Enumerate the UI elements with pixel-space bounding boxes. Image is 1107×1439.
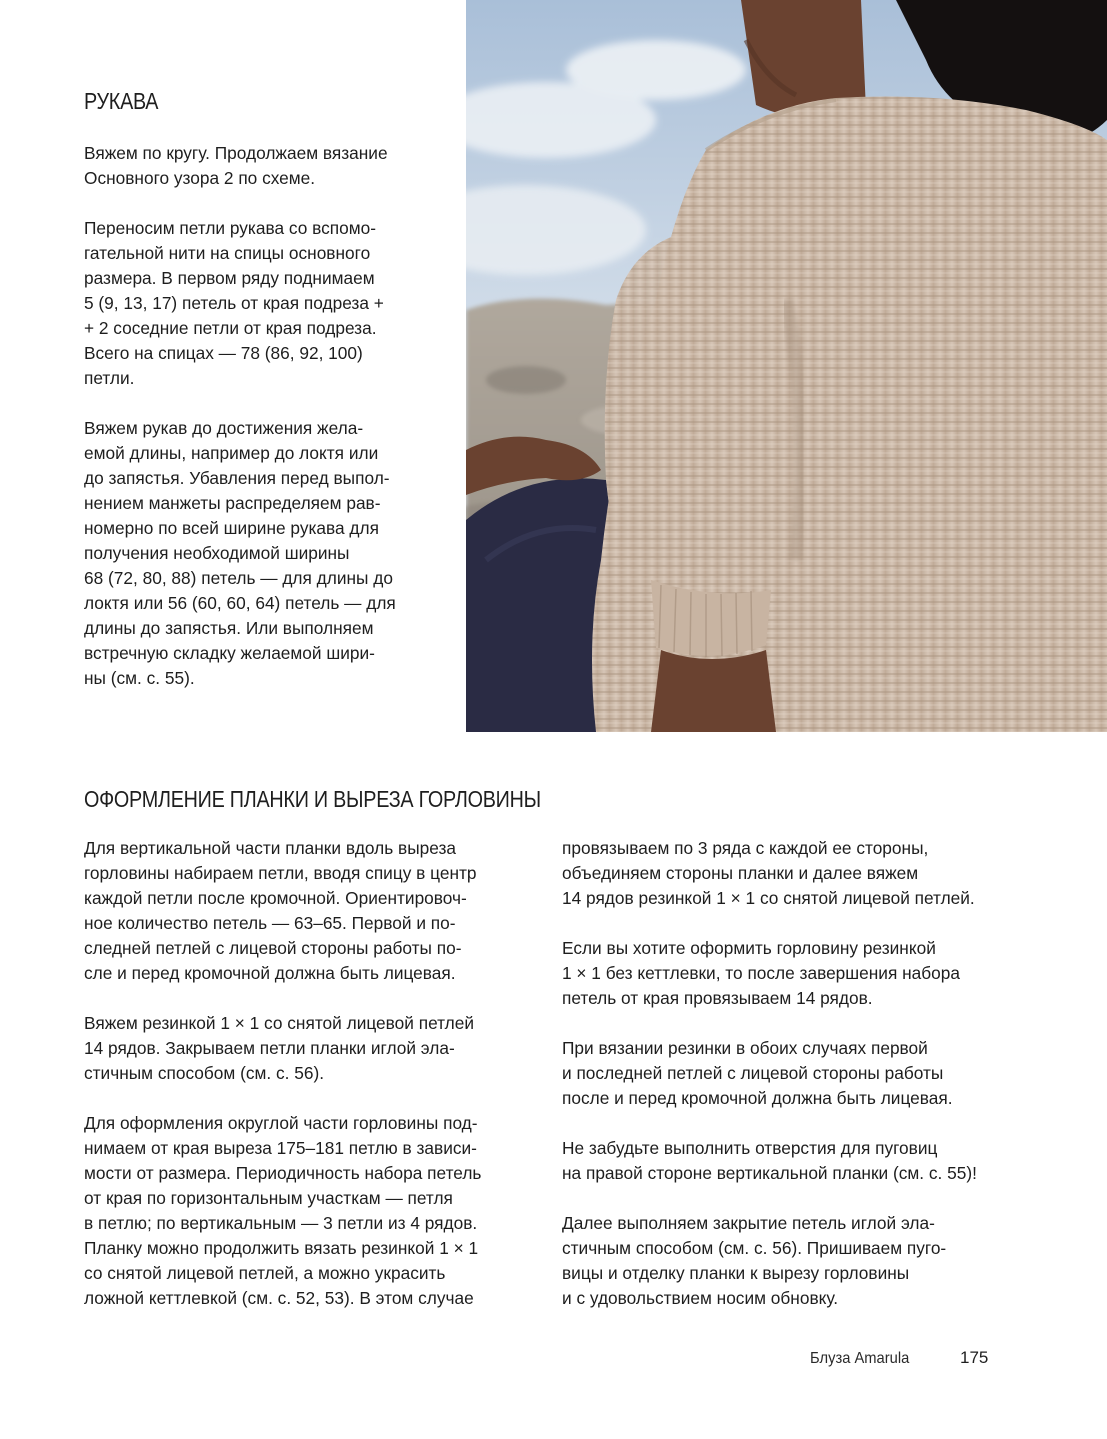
text-line: от края по горизонтальным участкам — петля [84, 1188, 453, 1208]
text-line: ное количество петель — 63–65. Первой и по- [84, 913, 456, 933]
paragraph [562, 1036, 1032, 1111]
text-line: Для оформления округлой части горловины под- [84, 1113, 478, 1133]
neckline-text-right-column [562, 836, 1032, 1311]
text-line: петли. [84, 368, 135, 388]
text-line: сле и перед кромочной должна быть лицевая. [84, 963, 456, 983]
text-line: 68 (72, 80, 88) петель — для длины до [84, 568, 393, 588]
text-line: Не забудьте выполнить отверстия для пуговиц [562, 1138, 938, 1158]
text-line: локтя или 56 (60, 60, 64) петель — для [84, 593, 396, 613]
page-number: 175 [960, 1348, 989, 1367]
text-line: 1 × 1 без кеттлевки, то после завершения набора [562, 963, 961, 983]
text-line: номерно по всей ширине рукава для [84, 518, 379, 538]
text-line: каждой петли после кромочной. Ориентировоч- [84, 888, 467, 908]
text-line: стичным способом (см. с. 56). [84, 1063, 325, 1083]
text-line: Если вы хотите оформить горловину резинкой [562, 938, 936, 958]
text-line: нением манжеты распределяем рав- [84, 493, 381, 513]
paragraph [84, 141, 456, 191]
paragraph [562, 836, 1032, 911]
text-line: петель от края провязываем 14 рядов. [562, 988, 873, 1008]
text-line: получения необходимой ширины [84, 543, 350, 563]
text-line: Всего на спицах — 78 (86, 92, 100) [84, 343, 363, 363]
text-line: и с удовольствием носим обновку. [562, 1288, 839, 1308]
text-line: ложной кеттлевкой (см. с. 52, 53). В этом случае [84, 1288, 474, 1308]
text-line: и последней петлей с лицевой стороны работы [562, 1063, 944, 1083]
text-line: стичным способом (см. с. 56). Пришиваем пуго- [562, 1238, 947, 1258]
text-line: Вяжем рукав до достижения жела- [84, 418, 364, 438]
text-line: 14 рядов. Закрываем петли планки иглой эла- [84, 1038, 455, 1058]
section-title-neckline: ОФОРМЛЕНИЕ ПЛАНКИ И ВЫРЕЗА ГОРЛОВИНЫ [84, 786, 541, 812]
text-line: в петлю; по вертикальным — 3 петли из 4 рядов. [84, 1213, 478, 1233]
text-line: нимаем от края выреза 175–181 петлю в зависи- [84, 1138, 477, 1158]
paragraph [562, 1136, 1032, 1186]
paragraph [84, 1011, 544, 1086]
paragraph [84, 216, 456, 391]
text-line: Основного узора 2 по схеме. [84, 168, 316, 188]
text-line: провязываем по 3 ряда с каждой ее стороны, [562, 838, 929, 858]
paragraph [562, 936, 1032, 1011]
text-line: Вяжем по кругу. Продолжаем вязание [84, 143, 388, 163]
text-line: размера. В первом ряду поднимаем [84, 268, 375, 288]
text-line: мости от размера. Периодичность набора петель [84, 1163, 482, 1183]
text-line: Вяжем резинкой 1 × 1 со снятой лицевой петлей [84, 1013, 475, 1033]
text-line: 5 (9, 13, 17) петель от края подреза + [84, 293, 384, 313]
neckline-text-left-column [84, 836, 544, 1311]
paragraph [84, 836, 544, 986]
text-line: ны (см. с. 55). [84, 668, 195, 688]
text-line: Переносим петли рукава со вспомо- [84, 218, 376, 238]
text-line: вицы и отделку планки к вырезу горловины [562, 1263, 910, 1283]
text-line: следней петлей с лицевой стороны работы по- [84, 938, 462, 958]
section-title-sleeves: РУКАВА [84, 88, 159, 114]
text-line: после и перед кромочной должна быть лицевая. [562, 1088, 953, 1108]
sleeves-text [84, 141, 456, 691]
text-line: горловины набираем петли, вводя спицу в центр [84, 863, 477, 883]
sweater-photo [466, 0, 1107, 732]
text-line: емой длины, например до локтя или [84, 443, 379, 463]
text-line: Для вертикальной части планки вдоль выреза [84, 838, 456, 858]
text-line: 14 рядов резинкой 1 × 1 со снятой лицевой петлей. [562, 888, 975, 908]
text-line: Планку можно продолжить вязать резинкой 1 × 1 [84, 1238, 479, 1258]
text-line: со снятой лицевой петлей, а можно украсить [84, 1263, 446, 1283]
paragraph [84, 1111, 544, 1311]
text-line: до запястья. Убавления перед выпол- [84, 468, 390, 488]
text-line: + 2 соседние петли от края подреза. [84, 318, 377, 338]
text-line: на правой стороне вертикальной планки (см. с. 55)! [562, 1163, 977, 1183]
paragraph [562, 1211, 1032, 1311]
text-line: Далее выполняем закрытие петель иглой эла- [562, 1213, 935, 1233]
text-line: При вязании резинки в обоих случаях первой [562, 1038, 928, 1058]
text-line: объединяем стороны планки и далее вяжем [562, 863, 919, 883]
text-line: встречную складку желаемой шири- [84, 643, 375, 663]
text-line: гательной нити на спицы основного [84, 243, 371, 263]
running-footer-title: Блуза Amarula [810, 1350, 910, 1367]
text-line: длины до запястья. Или выполняем [84, 618, 374, 638]
paragraph [84, 416, 456, 691]
